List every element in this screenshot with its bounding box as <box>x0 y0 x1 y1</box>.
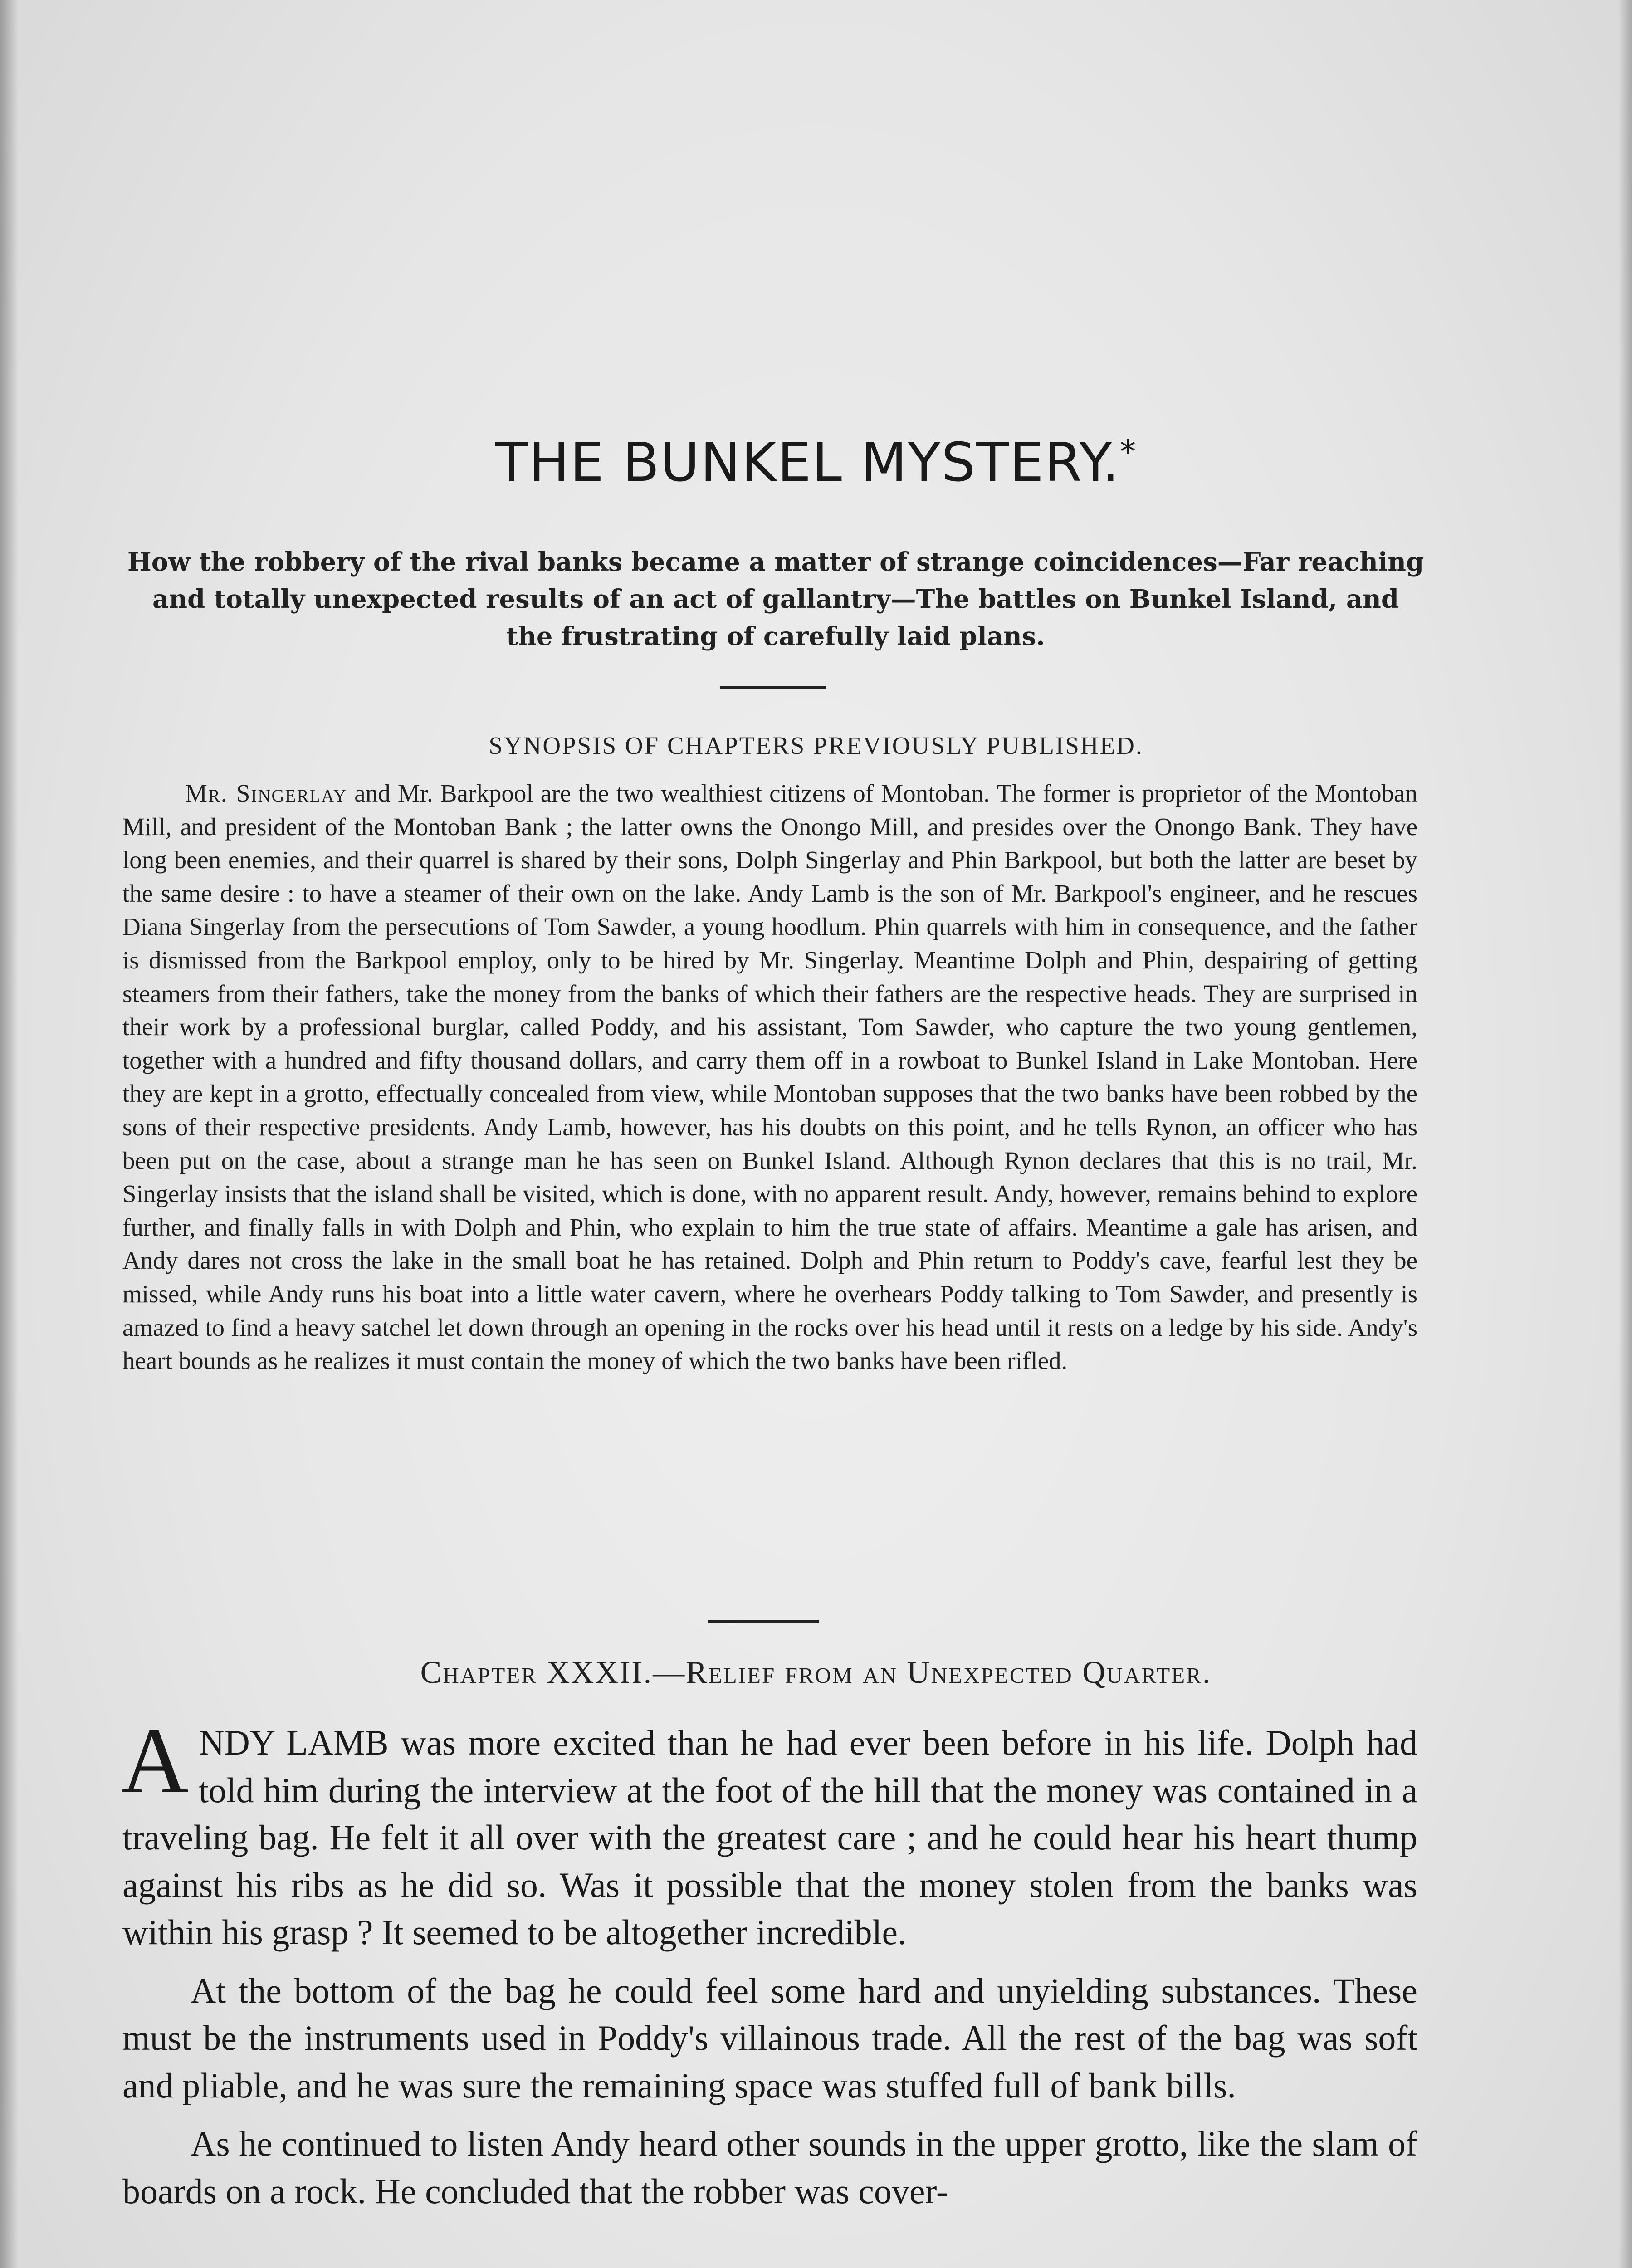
section-divider <box>720 686 826 689</box>
drop-cap: A <box>121 1708 189 1813</box>
body-paragraph <box>121 1708 1418 1956</box>
page-edge-shadow-left <box>0 0 18 2268</box>
title-footnote-mark: * <box>1120 433 1137 470</box>
section-divider <box>708 1620 819 1623</box>
synopsis-lead: Mr. Singerlay <box>185 779 347 807</box>
story-title <box>0 431 1632 494</box>
body-paragraph: At the bottom of the bag he could feel some hard and unyielding substances. These must be the instruments used in Poddy's villainous trade. All the rest of the bag was soft and pliable, and he was sure the remaining space was stuffed full of bank bills. <box>122 1970 1417 2105</box>
paragraph-lead: NDY LAMB <box>199 1723 389 1762</box>
chapter-heading: Chapter XXXII.—Relief from an Unexpected Quarter. <box>420 1655 1212 1690</box>
page-edge-shadow-right <box>1618 0 1632 2268</box>
synopsis-paragraph <box>122 777 1417 1378</box>
story-subtitle: How the robbery of the rival banks became a matter of strange coincidences—Far reaching and totally unexpected results of an act of gallantry—The battles on Bunkel Island, and the frustrating of carefully laid plans. <box>127 547 1424 651</box>
body-paragraph: As he continued to listen Andy heard other sounds in the upper grotto, like the slam of boards on a rock. He concluded that the robber was cover- <box>122 2124 1417 2211</box>
story-title-text: THE BUNKEL MYSTERY. <box>495 431 1120 494</box>
paragraph-text: was more excited than he had ever been before in his life. Dolph had told him during the interview at the foot of the hill that the money was contained in a traveling bag. He felt it all over with the greatest care ; and he could hear his heart thump against his ribs as he did so. Was it possible that the money stolen from the banks was within his grasp ? It seemed to be altogether incredible. <box>122 1723 1418 1952</box>
synopsis-text: and Mr. Barkpool are the two wealthiest citizens of Montoban. The former is proprietor of the Montoban Mill, and president of the Montoban Bank ; the latter owns the Onongo Mill, and presides over the Onongo Bank. They have long been enemies, and their quarrel is shared by their sons, Dolph Singerlay and Phin Barkpool, but both the latter are beset by the same desire : to have a steamer of their own on the lake. Andy Lamb is the son of Mr. Barkpool's engineer, and he rescues Diana Singerlay from the persecutions of Tom Sawder, a young hoodlum. Phin quarrels with him in consequence, and the father is dismissed from the Barkpool employ, only to be hired by Mr. Singerlay. Meantime Dolph and Phin, despairing of getting steamers from their fathers, take the money from the banks of which their fathers are the respective heads. They are surprised in their work by a professional burglar, called Poddy, and his assistant, Tom Sawder, who capture the two young gentlemen, together with a hundred and fifty thousand dollars, and carry them off in a rowboat to Bunkel Island in Lake Montoban. Here they are kept in a grotto, effectually concealed from view, while Montoban supposes that the two banks have been robbed by the sons of their respective presidents. Andy Lamb, however, has his doubts on this point, and he tells Rynon, an officer who has been put on the case, about a strange man he has seen on Bunkel Island. Although Rynon declares that this is no trail, Mr. Singerlay insists that the island shall be visited, which is done, with no apparent result. Andy, however, remains behind to explore further, and finally falls in with Dolph and Phin, who explain to him the true state of affairs. Meantime a gale has arisen, and Andy dares not cross the lake in the small boat he has retained. Dolph and Phin return to Poddy's cave, fearful lest they be missed, while Andy runs his boat into a little water cavern, where he overhears Poddy talking to Tom Sawder, and presently is amazed to find a heavy satchel let down through an opening in the rocks over his head until it rests on a ledge by his side. Andy's heart bounds as he realizes it must contain the money of which the two banks have been rifled. <box>122 779 1418 1375</box>
synopsis-heading: SYNOPSIS OF CHAPTERS PREVIOUSLY PUBLISHED. <box>489 732 1143 759</box>
chapter-body <box>121 1708 1418 2226</box>
